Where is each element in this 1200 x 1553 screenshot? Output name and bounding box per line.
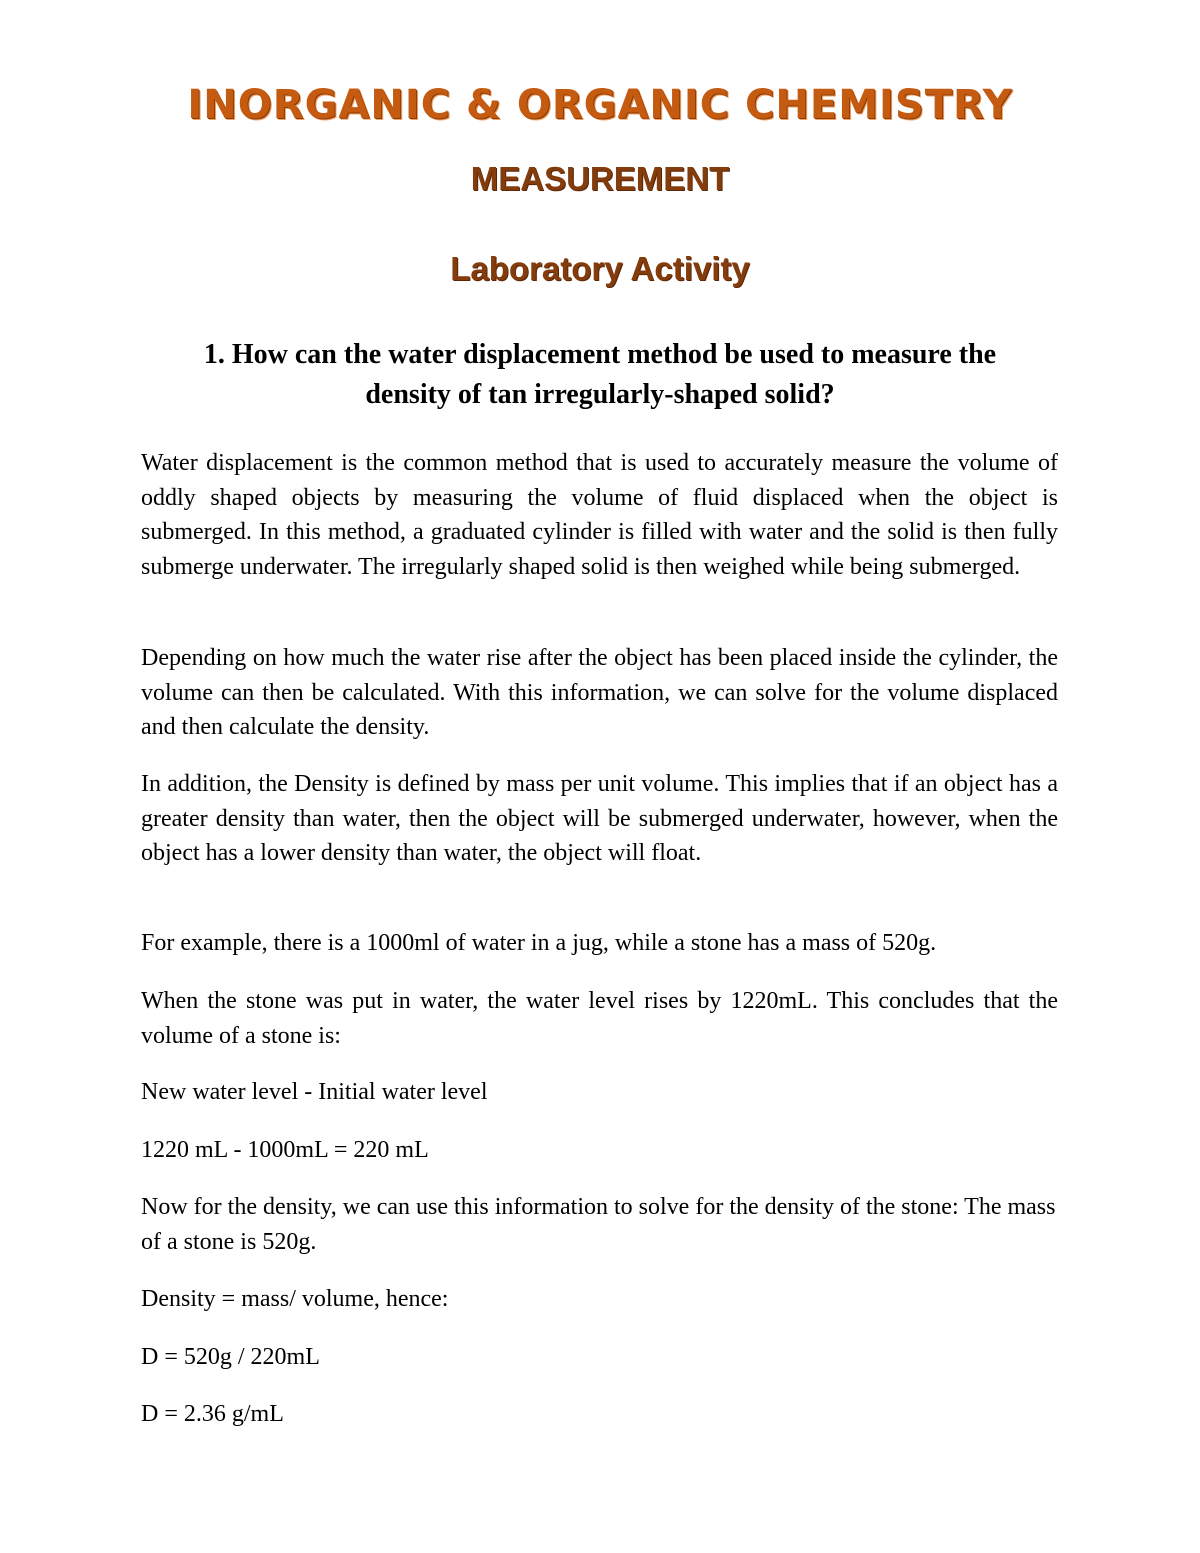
paragraph-volume-calculation: Depending on how much the water rise after the object has been placed inside the cylinder, the volume can then be calculated. With this information, we can solve for the volume displaced and then calculate the density. (141, 645, 1058, 740)
formula-density: Density = mass/ volume, hence: (141, 1286, 449, 1312)
calculation-density-result: D = 2.36 g/mL (141, 1401, 284, 1427)
question-line-2: density of tan irregularly-shaped solid? (365, 379, 835, 410)
question-heading (120, 335, 1080, 415)
paragraph-stone-water-level: When the stone was put in water, the water level rises by 1220mL. This concludes that the volume of a stone is: (141, 988, 1058, 1049)
section-heading: Laboratory Activity (450, 250, 750, 287)
paragraph-density-definition: In addition, the Density is defined by mass per unit volume. This implies that if an object has a greater density than water, then the object will be submerged underwater, however, when the object has a lower density than water, the object will float. (141, 771, 1058, 866)
document-subtitle: MEASUREMENT (470, 160, 730, 197)
calculation-volume: 1220 mL - 1000mL = 220 mL (141, 1137, 429, 1163)
paragraph-example: For example, there is a 1000ml of water in a jug, while a stone has a mass of 520g. (141, 930, 937, 956)
paragraph-density-intro: Now for the density, we can use this information to solve for the density of the stone: The mass of a stone is 520g. (141, 1194, 1056, 1255)
document-title: INORGANIC & ORGANIC CHEMISTRY (187, 82, 1013, 128)
formula-water-level: New water level - Initial water level (141, 1079, 488, 1105)
paragraph-water-displacement: Water displacement is the common method that is used to accurately measure the volume of oddly shaped objects by measuring the volume of fluid displaced when the object is submerged. In this method, a graduated cylinder is filled with water and the solid is then fully submerge underwater. The irregularly shaped solid is then weighed while being submerged. (141, 450, 1058, 580)
calculation-density-substitution: D = 520g / 220mL (141, 1344, 320, 1370)
question-line-1: 1. How can the water displacement method be used to measure the (203, 339, 997, 370)
